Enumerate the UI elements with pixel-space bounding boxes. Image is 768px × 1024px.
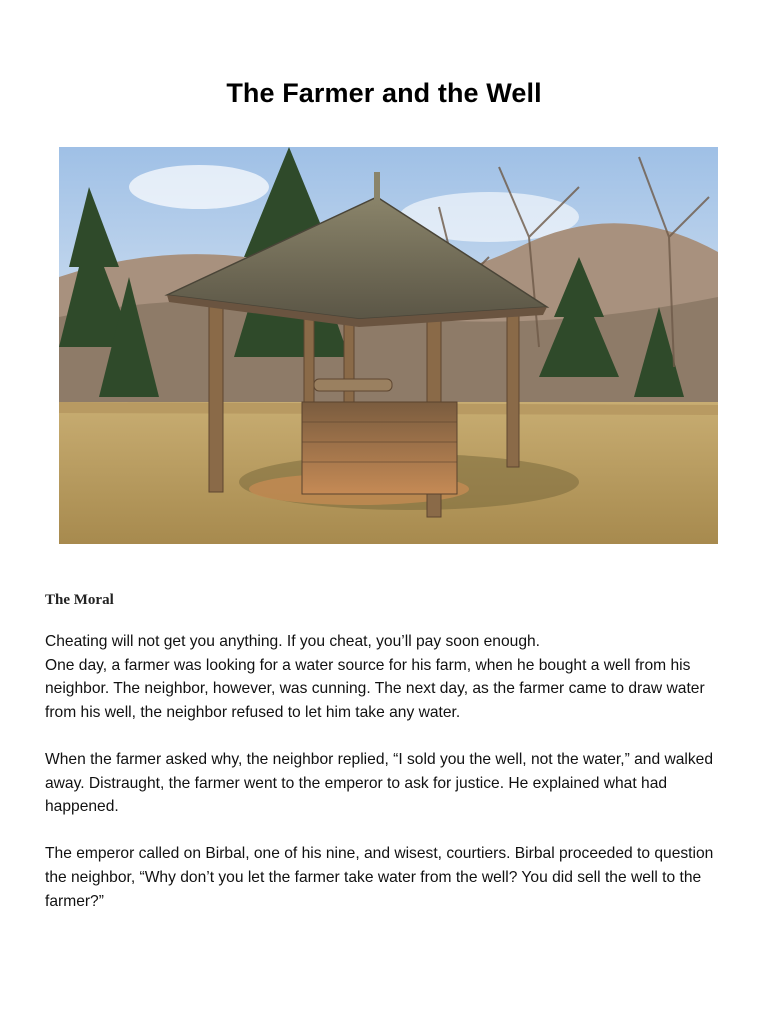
moral-line: Cheating will not get you anything. If you cheat, you’ll pay soon enough.	[45, 633, 540, 650]
well-photo	[59, 147, 718, 544]
paragraph-3: The emperor called on Birbal, one of his nine, and wisest, courtiers. Birbal proceeded to question the neighbor, “Why don’t you let the farmer take water from the well? You did sell the well to the farmer?”	[45, 845, 714, 910]
paragraph-2: When the farmer asked why, the neighbor replied, “I sold you the well, not the water,” and walked away. Distraught, the farmer went to the emperor to ask for justice. He explained what had happened.	[45, 750, 714, 816]
page-title: The Farmer and the Well	[226, 78, 542, 108]
moral-heading: The Moral	[45, 592, 114, 608]
paragraph-1: One day, a farmer was looking for a water source for his farm, when he bought a well from his neighbor. The neighbor, however, was cunning. The next day, as the farmer came to draw water from his well, the neighbor refused to let him take any water.	[45, 656, 705, 721]
story-body	[45, 630, 735, 937]
